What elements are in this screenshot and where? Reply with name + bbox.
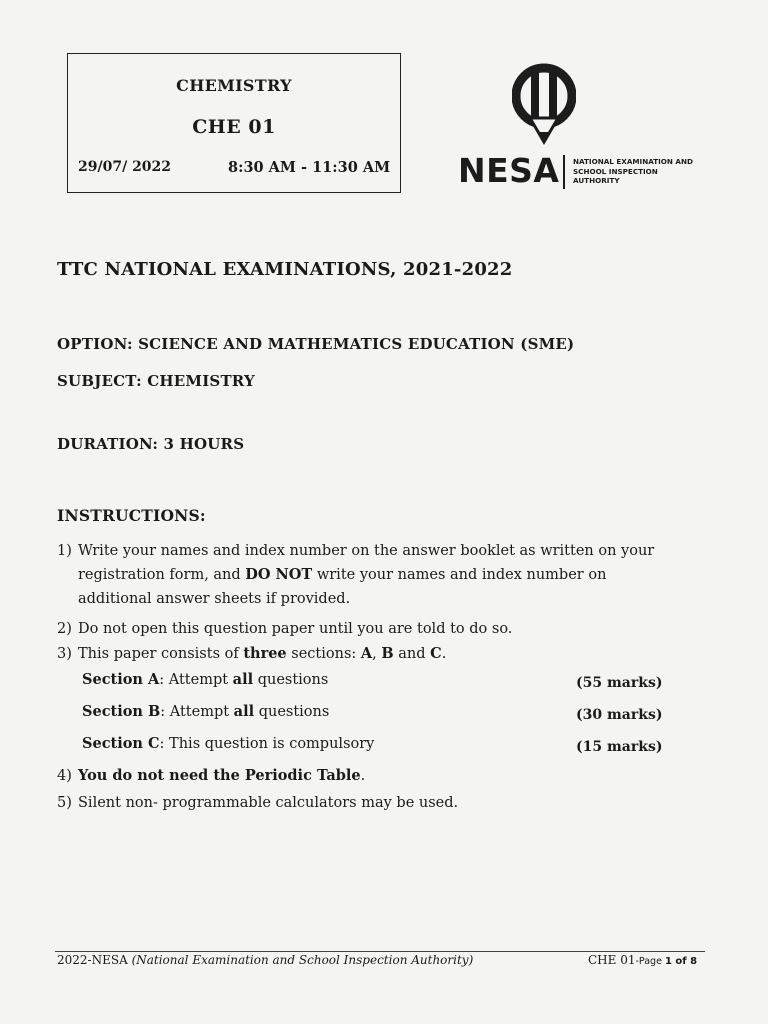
emphasis-text: all <box>233 703 255 720</box>
instruction-5: Silent non- programmable calculators may be used. <box>78 795 459 811</box>
emphasis-text: A <box>360 645 373 662</box>
instruction-2: Do not open this question paper until you are told to do so. <box>78 621 513 637</box>
section-a-row <box>82 668 328 692</box>
text-run: . <box>441 646 447 662</box>
emphasis-text: You do not need the Periodic Table <box>78 767 361 784</box>
page-number: 1 <box>664 956 672 967</box>
instruction-1-line1: Write your names and index number on the answer booklet as written on your <box>78 543 655 559</box>
text-run: , <box>372 646 382 662</box>
instruction-1 <box>78 539 708 611</box>
footer-rule <box>55 951 705 952</box>
instruction-3 <box>78 642 708 666</box>
text-run: of <box>671 956 691 967</box>
instruction-1-line2 <box>78 563 708 587</box>
instruction-4 <box>78 764 708 788</box>
footer-authority-name: (National Examination and School Inspection Authority) <box>131 953 474 967</box>
exam-title: TTC NATIONAL EXAMINATIONS, 2021-2022 <box>57 259 513 280</box>
instruction-number: 2) <box>57 621 72 637</box>
text-run: questions <box>253 672 329 688</box>
instruction-number: 5) <box>57 795 72 811</box>
text-run: sections: <box>286 646 361 662</box>
nesa-name-line: AUTHORITY <box>573 176 620 185</box>
emphasis-text: B <box>381 645 394 662</box>
nesa-name-line: SCHOOL INSPECTION <box>573 166 658 176</box>
text-run: . <box>360 768 366 784</box>
nesa-name-line: NATIONAL EXAMINATION AND <box>573 157 693 166</box>
section-a-marks: (55 marks) <box>576 675 663 691</box>
header-subject: CHEMISTRY <box>176 76 292 95</box>
duration-line: DURATION: 3 HOURS <box>57 435 245 453</box>
footer-page-info <box>588 953 697 967</box>
text-run: 2022-NESA <box>57 953 132 967</box>
footer-paper-code: CHE 01 <box>588 953 636 967</box>
text-run: registration form, and <box>78 567 246 583</box>
footer-authority <box>57 953 473 967</box>
subject-line: SUBJECT: CHEMISTRY <box>57 372 255 390</box>
emphasis-text: all <box>232 671 254 688</box>
instruction-number: 1) <box>57 543 72 559</box>
instructions-heading: INSTRUCTIONS: <box>57 506 206 525</box>
text-run: -Page <box>635 956 665 967</box>
instruction-number: 4) <box>57 768 72 784</box>
exam-header-box <box>67 53 401 193</box>
nesa-full-name <box>573 157 713 186</box>
text-run: : This question is compulsory <box>159 736 375 752</box>
header-time: 8:30 AM - 11:30 AM <box>228 159 391 176</box>
instruction-number: 3) <box>57 646 72 662</box>
section-label: Section A <box>82 671 160 688</box>
emphasis-text: C <box>430 645 442 662</box>
emphasis-text: DO NOT <box>245 566 313 583</box>
text-run: This paper consists of <box>78 646 244 662</box>
section-c-row <box>82 732 374 756</box>
section-label: Section C <box>82 735 160 752</box>
text-run: questions <box>254 704 330 720</box>
instruction-1-line3: additional answer sheets if provided. <box>78 591 351 607</box>
nesa-logo-icon <box>512 60 576 156</box>
section-c-marks: (15 marks) <box>576 739 663 755</box>
text-run: : Attempt <box>159 672 233 688</box>
emphasis-text: three <box>243 645 287 662</box>
section-b-marks: (30 marks) <box>576 707 663 723</box>
header-date: 29/07/ 2022 <box>78 159 172 175</box>
header-paper-code: CHE 01 <box>192 116 276 138</box>
logo-divider <box>563 155 565 189</box>
nesa-acronym: NESA <box>458 151 560 190</box>
option-line: OPTION: SCIENCE AND MATHEMATICS EDUCATION (SME) <box>57 335 575 353</box>
section-label: Section B <box>82 703 161 720</box>
text-run: and <box>393 646 431 662</box>
text-run: : Attempt <box>160 704 234 720</box>
page-total: 8 <box>690 956 698 967</box>
text-run: write your names and index number on <box>312 567 607 583</box>
section-b-row <box>82 700 329 724</box>
